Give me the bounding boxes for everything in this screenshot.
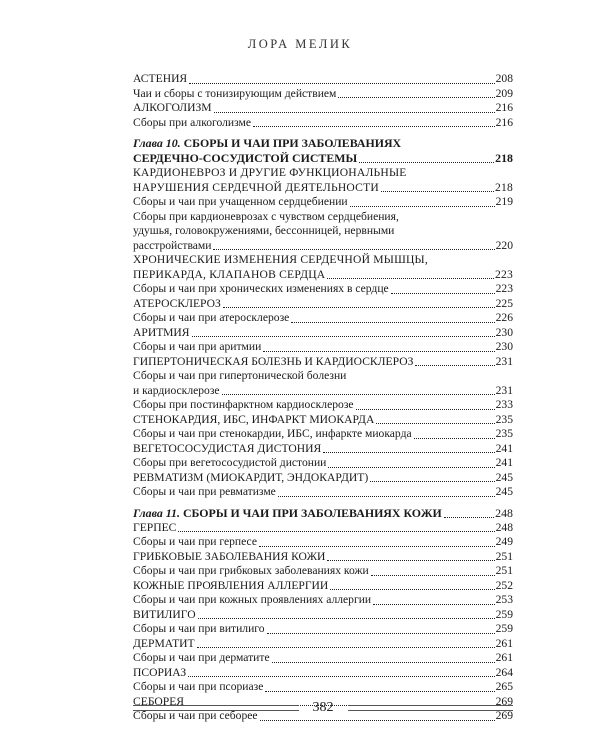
toc-entry-kardionevroz[interactable] (133, 166, 513, 195)
toc-entry-title: ГЕРПЕС (133, 520, 177, 534)
toc-page-number: 230 (495, 340, 513, 353)
toc-entry-line: Сборы при кардионеврозах с чувством сердцебиения, (133, 209, 399, 223)
toc-page-number: 251 (495, 564, 513, 577)
footer-rule-left (133, 705, 299, 711)
toc-group-skin (133, 521, 513, 724)
toc-entry-line: КАРДИОНЕВРОЗ И ДРУГИЕ ФУНКЦИОНАЛЬНЫЕ (133, 166, 407, 179)
toc-entry[interactable] (133, 471, 513, 486)
toc-entry-title: Сборы и чаи при стенокардии, ИБС, инфаркте миокарда (133, 427, 412, 440)
toc-entry-title: АСТЕНИЯ (133, 72, 188, 85)
toc-entry-title: Сборы и чаи при дерматите (133, 651, 270, 664)
toc-group-cardio (133, 282, 513, 369)
toc-entry-title: Сборы при вегетососудистой дистонии (133, 456, 327, 469)
toc-page-number: 230 (495, 325, 513, 339)
chapter-title: СБОРЫ И ЧАИ ПРИ ЗАБОЛЕВАНИЯХ КОЖИ (182, 505, 442, 520)
toc-entry-title: Сборы и чаи при витилиго (133, 622, 265, 635)
toc-entry-title: Сборы при алкоголизме (133, 115, 252, 129)
toc-page-number: 235 (495, 427, 513, 440)
chapter-number: Глава 11. (133, 505, 180, 520)
toc-entry[interactable] (133, 116, 513, 131)
toc-entry[interactable] (133, 340, 513, 355)
footer-rule-right (348, 705, 514, 711)
toc-entry[interactable] (133, 427, 513, 442)
toc-entry-title: ВИТИЛИГО (133, 607, 196, 621)
toc-entry[interactable] (133, 326, 513, 341)
toc-entry[interactable] (133, 355, 513, 370)
toc-entry-line: расстройствами (133, 238, 212, 252)
toc-entry-title: КОЖНЫЕ ПРОЯВЛЕНИЯ АЛЛЕРГИИ (133, 578, 329, 592)
toc-entry-title: Сборы и чаи при герпесе (133, 535, 257, 548)
toc-entry-title: Сборы и чаи при кожных проявлениях аллергии (133, 593, 372, 606)
toc-page-number: 233 (495, 398, 513, 411)
toc-page-number: 241 (495, 441, 513, 455)
toc-page-number: 269 (495, 709, 513, 722)
toc-page-number: 261 (495, 636, 513, 650)
toc-entry-title: Сборы и чаи при атеросклерозе (133, 311, 290, 324)
page-footer (133, 700, 513, 716)
toc-entry-khronicheskie[interactable] (133, 253, 513, 282)
toc-entry[interactable] (133, 651, 513, 666)
toc-page-number: 225 (495, 296, 513, 310)
toc-entry-title: ВЕГЕТОСОСУДИСТАЯ ДИСТОНИЯ (133, 441, 322, 455)
toc-entry-title: ГИПЕРТОНИЧЕСКАЯ БОЛЕЗНЬ И КАРДИОСКЛЕРОЗ (133, 354, 414, 368)
toc-entry[interactable] (133, 680, 513, 695)
toc-page-number: 251 (495, 549, 513, 563)
toc-page-number: 269 (495, 694, 513, 708)
table-of-contents (133, 72, 513, 724)
toc-entry-title: СЕБОРЕЯ (133, 694, 185, 708)
toc-entry-title: ДЕРМАТИТ (133, 636, 195, 650)
toc-entry-line: удушья, головокружениями, бессонницей, нервными (133, 224, 395, 237)
toc-entry[interactable] (133, 608, 513, 623)
toc-entry[interactable] (133, 398, 513, 413)
toc-group-cardio-2 (133, 398, 513, 500)
toc-page-number: 249 (495, 535, 513, 548)
toc-entry-title: АРИТМИЯ (133, 325, 190, 339)
toc-page-number: 231 (495, 354, 513, 368)
toc-entry-title: АТЕРОСКЛЕРОЗ (133, 296, 221, 310)
toc-entry-line: ХРОНИЧЕСКИЕ ИЗМЕНЕНИЯ СЕРДЕЧНОЙ МЫШЦЫ, (133, 253, 428, 266)
toc-entry[interactable] (133, 442, 513, 457)
toc-page-number: 226 (495, 311, 513, 324)
toc-entry[interactable] (133, 87, 513, 102)
toc-page-number: 241 (495, 456, 513, 469)
toc-page-number: 216 (495, 101, 513, 114)
toc-entry-title: Сборы и чаи при псориазе (133, 680, 264, 693)
toc-page-number: 245 (495, 485, 513, 498)
toc-entry[interactable] (133, 282, 513, 297)
toc-entry[interactable] (133, 564, 513, 579)
toc-entry[interactable] (133, 550, 513, 565)
toc-entry-line: ПЕРИКАРДА, КЛАПАНОВ СЕРДЦА (133, 267, 326, 281)
toc-entry-title: ГРИБКОВЫЕ ЗАБОЛЕВАНИЯ КОЖИ (133, 549, 326, 563)
toc-entry-title: АЛКОГОЛИЗМ (133, 101, 212, 114)
toc-entry-title: Сборы и чаи при учащенном сердцебиении (133, 195, 348, 208)
toc-entry-title: СТЕНОКАРДИЯ, ИБС, ИНФАРКТ МИОКАРДА (133, 412, 375, 426)
page-number: 382 (312, 700, 334, 715)
toc-page-number: 223 (495, 282, 513, 295)
toc-entry[interactable] (133, 593, 513, 608)
toc-page-number: 209 (495, 86, 513, 100)
toc-entry-title: Сборы и чаи при ревматизме (133, 485, 276, 498)
toc-entry-title: РЕВМАТИЗМ (МИОКАРДИТ, ЭНДОКАРДИТ) (133, 470, 369, 484)
toc-page-number: 219 (495, 195, 513, 208)
toc-page-number: 235 (495, 412, 513, 426)
toc-entry[interactable] (133, 637, 513, 652)
toc-entry-title: Сборы и чаи при грибковых заболеваниях кожи (133, 564, 369, 577)
toc-page-number: 253 (495, 593, 513, 606)
toc-page-number: 259 (495, 622, 513, 635)
toc-entry[interactable] (133, 297, 513, 312)
toc-page-number: 264 (495, 665, 513, 679)
toc-page-number: 259 (495, 607, 513, 621)
toc-entry[interactable] (133, 101, 513, 116)
toc-entry[interactable] (133, 521, 513, 536)
toc-page-number: 223 (495, 267, 513, 281)
chapter-title-line2: СЕРДЕЧНО-СОСУДИСТОЙ СИСТЕМЫ (133, 151, 358, 165)
toc-entry-title: Сборы и чаи при хронических изменениях в сердце (133, 282, 389, 295)
toc-entry-uchashchennoe[interactable] (133, 195, 513, 210)
toc-entry[interactable] (133, 311, 513, 326)
toc-entry[interactable] (133, 72, 513, 87)
toc-entry-line: НАРУШЕНИЯ СЕРДЕЧНОЙ ДЕЯТЕЛЬНОСТИ (133, 180, 379, 194)
toc-entry-kardionevrozy-sbory[interactable] (133, 210, 513, 254)
toc-page-number: 261 (495, 651, 513, 664)
toc-page-number: 220 (495, 238, 513, 252)
toc-entry-title: Чаи и сборы с тонизирующим действием (133, 86, 337, 100)
toc-entry[interactable] (133, 485, 513, 500)
running-header: ЛОРА МЕЛИК (247, 37, 353, 51)
toc-entry[interactable] (133, 456, 513, 471)
toc-page-number: 218 (495, 180, 513, 194)
toc-entry-title: Сборы при постинфарктном кардиосклерозе (133, 398, 354, 411)
toc-entry-title: ПСОРИАЗ (133, 665, 187, 679)
toc-page-number: 231 (495, 383, 513, 397)
toc-page-number: 208 (495, 72, 513, 85)
toc-page-number: 252 (495, 578, 513, 592)
toc-page-number: 248 (495, 520, 513, 534)
toc-chapter-10[interactable] (133, 136, 513, 166)
toc-entry-gipertonicheskoy[interactable] (133, 369, 513, 398)
toc-entry[interactable] (133, 535, 513, 550)
toc-page-number: 248 (495, 505, 513, 520)
chapter-number: Глава 10. (133, 136, 181, 150)
toc-entry-title: Сборы и чаи при себорее (133, 709, 258, 722)
toc-page-number: 245 (495, 470, 513, 484)
toc-entry[interactable] (133, 622, 513, 637)
toc-entry-line: Сборы и чаи при гипертонической болезни (133, 369, 347, 382)
chapter-title-line1: СБОРЫ И ЧАИ ПРИ ЗАБОЛЕВАНИЯХ (183, 136, 402, 150)
toc-page-number: 218 (495, 151, 513, 165)
toc-entry[interactable] (133, 666, 513, 681)
toc-page-number: 265 (495, 680, 513, 693)
toc-chapter-11[interactable] (133, 506, 513, 521)
toc-entry-title: Сборы и чаи при аритмии (133, 340, 262, 353)
toc-group-astenia (133, 72, 513, 130)
toc-page-number: 216 (495, 115, 513, 129)
toc-entry[interactable] (133, 413, 513, 428)
toc-entry[interactable] (133, 579, 513, 594)
toc-entry-line: и кардиосклерозе (133, 383, 220, 397)
